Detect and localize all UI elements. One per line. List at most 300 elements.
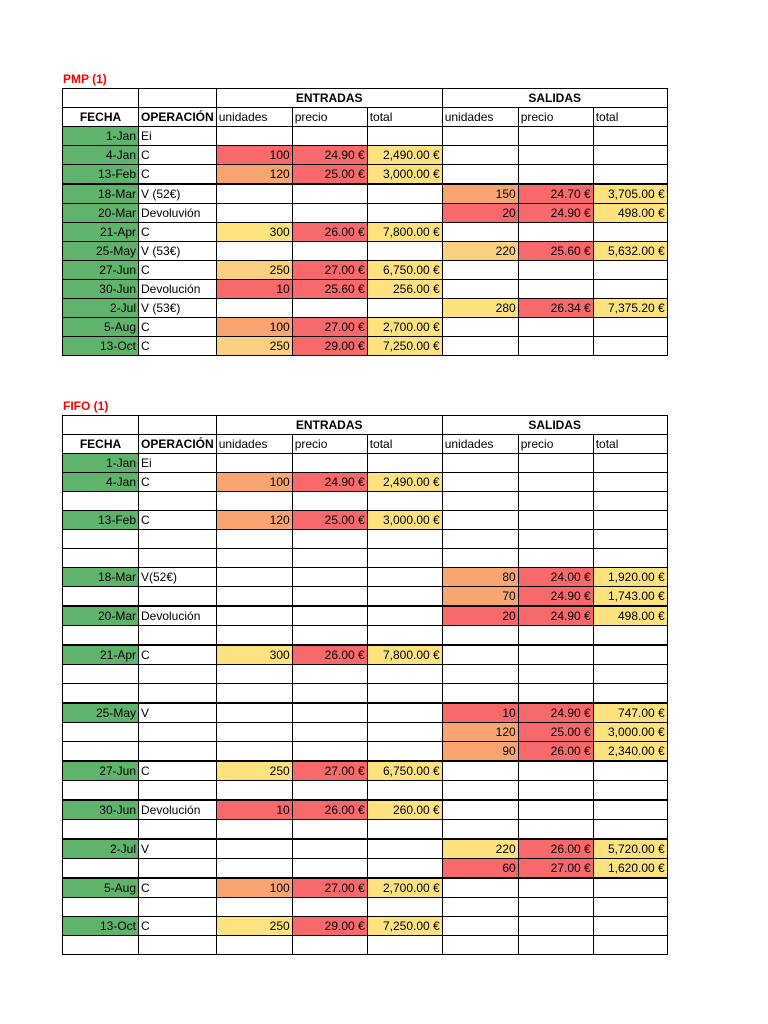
entradas-unidades-cell: 100 — [216, 878, 292, 898]
fifo-group-header-row — [63, 416, 668, 435]
table-row — [63, 492, 668, 511]
salidas-precio-cell: 24.70 € — [518, 184, 593, 204]
table-row — [63, 878, 668, 898]
date-cell: 21-Apr — [63, 223, 139, 242]
entradas-precio-cell: 26.00 € — [292, 800, 367, 820]
entradas-total-cell: 2,490.00 € — [367, 473, 442, 492]
operation-cell: V — [139, 703, 217, 723]
salidas-total-cell — [593, 530, 667, 549]
table-row — [63, 337, 668, 356]
entradas-unidades-cell: 100 — [216, 473, 292, 492]
salidas-precio-cell — [518, 684, 593, 704]
salidas-precio-cell — [518, 261, 593, 280]
salidas-total-cell: 498.00 € — [593, 204, 667, 223]
entradas-precio-cell: 26.00 € — [292, 645, 367, 665]
salidas-precio-cell — [518, 645, 593, 665]
salidas-precio-cell: 24.90 € — [518, 204, 593, 223]
salidas-unidades-cell: 120 — [442, 723, 518, 742]
entradas-precio-cell: 27.00 € — [292, 761, 367, 781]
entradas-total-cell — [367, 898, 442, 917]
entradas-unidades-cell — [216, 568, 292, 587]
table-row — [63, 473, 668, 492]
entradas-unidades-cell — [216, 839, 292, 859]
entradas-unidades-cell: 300 — [216, 645, 292, 665]
salidas-precio-cell — [518, 878, 593, 898]
table-row — [63, 511, 668, 530]
operation-cell: C — [139, 645, 217, 665]
salidas-precio-cell — [518, 530, 593, 549]
entradas-total-cell — [367, 723, 442, 742]
salidas-total-cell — [593, 261, 667, 280]
table-row — [63, 127, 668, 146]
entradas-total-cell — [367, 820, 442, 840]
salidas-total-cell — [593, 318, 667, 337]
entradas-precio-cell — [292, 549, 367, 568]
operation-cell: C — [139, 146, 217, 165]
date-cell — [63, 936, 139, 955]
salidas-precio-cell — [518, 318, 593, 337]
entradas-precio-cell: 25.60 € — [292, 280, 367, 299]
salidas-unidades-cell — [442, 337, 518, 356]
salidas-unidades-cell: 20 — [442, 204, 518, 223]
salidas-total-cell — [593, 626, 667, 646]
operation-cell — [139, 859, 217, 879]
entradas-total-cell: 3,000.00 € — [367, 165, 442, 185]
salidas-precio-cell — [518, 337, 593, 356]
date-cell: 18-Mar — [63, 568, 139, 587]
salidas-total-cell — [593, 280, 667, 299]
operation-cell — [139, 898, 217, 917]
entradas-total-cell — [367, 626, 442, 646]
salidas-total-cell — [593, 878, 667, 898]
operation-cell: C — [139, 337, 217, 356]
salidas-precio-cell — [518, 665, 593, 684]
date-cell: 1-Jan — [63, 127, 139, 146]
table-row — [63, 204, 668, 223]
entradas-unidades-cell — [216, 742, 292, 762]
operation-cell: C — [139, 917, 217, 936]
date-cell: 21-Apr — [63, 645, 139, 665]
entradas-precio-cell — [292, 454, 367, 473]
pmp-group-header-row — [63, 89, 668, 108]
salidas-unidades-cell: 70 — [442, 587, 518, 607]
entradas-total-cell: 6,750.00 € — [367, 261, 442, 280]
fifo-title: FIFO (1) — [63, 399, 109, 413]
salidas-total-cell: 2,340.00 € — [593, 742, 667, 762]
entradas-unidades-cell — [216, 626, 292, 646]
salidas-precio-cell — [518, 820, 593, 840]
entradas-precio-cell — [292, 898, 367, 917]
date-cell: 20-Mar — [63, 606, 139, 626]
operation-cell — [139, 665, 217, 684]
operation-cell: Ei — [139, 127, 217, 146]
entradas-total-cell: 2,490.00 € — [367, 146, 442, 165]
entradas-precio-cell: 29.00 € — [292, 337, 367, 356]
date-cell: 13-Feb — [63, 511, 139, 530]
date-cell: 1-Jan — [63, 454, 139, 473]
salidas-total-cell — [593, 665, 667, 684]
entradas-unidades-cell — [216, 549, 292, 568]
entradas-precio-cell — [292, 184, 367, 204]
entradas-total-cell: 6,750.00 € — [367, 761, 442, 781]
date-cell: 18-Mar — [63, 184, 139, 204]
entradas-unidades-cell: 10 — [216, 280, 292, 299]
salidas-total-cell — [593, 337, 667, 356]
salidas-total-cell — [593, 684, 667, 704]
salidas-total-cell — [593, 800, 667, 820]
date-cell — [63, 665, 139, 684]
salidas-total-cell — [593, 645, 667, 665]
table-row — [63, 820, 668, 840]
entradas-unidades-cell — [216, 781, 292, 801]
salidas-unidades-cell — [442, 492, 518, 511]
entradas-unidades-cell — [216, 898, 292, 917]
salidas-unidades-cell — [442, 898, 518, 917]
salidas-precio-cell — [518, 936, 593, 955]
salidas-unidades-cell — [442, 820, 518, 840]
salidas-unidades-cell — [442, 917, 518, 936]
pmp-entradas-unidades-header: unidades — [216, 108, 292, 127]
fifo-salidas-total-header: total — [593, 435, 667, 454]
date-cell — [63, 742, 139, 762]
table-row — [63, 606, 668, 626]
salidas-total-cell — [593, 454, 667, 473]
entradas-unidades-cell: 100 — [216, 146, 292, 165]
pmp-entradas-total-header: total — [367, 108, 442, 127]
date-cell: 13-Oct — [63, 337, 139, 356]
fifo-fecha-header: FECHA — [63, 435, 139, 454]
operation-cell: Devolución — [139, 606, 217, 626]
entradas-precio-cell — [292, 723, 367, 742]
operation-cell — [139, 492, 217, 511]
entradas-unidades-cell — [216, 530, 292, 549]
table-row — [63, 898, 668, 917]
salidas-precio-cell: 24.00 € — [518, 568, 593, 587]
entradas-unidades-cell — [216, 587, 292, 607]
table-row — [63, 165, 668, 185]
salidas-total-cell: 1,920.00 € — [593, 568, 667, 587]
operation-cell: C — [139, 761, 217, 781]
entradas-precio-cell — [292, 703, 367, 723]
fifo-salidas-precio-header: precio — [518, 435, 593, 454]
entradas-precio-cell — [292, 626, 367, 646]
entradas-total-cell — [367, 568, 442, 587]
salidas-total-cell: 1,743.00 € — [593, 587, 667, 607]
table-row — [63, 917, 668, 936]
salidas-total-cell — [593, 127, 667, 146]
pmp-salidas-total-header: total — [593, 108, 667, 127]
salidas-precio-cell — [518, 917, 593, 936]
entradas-unidades-cell — [216, 723, 292, 742]
entradas-total-cell: 260.00 € — [367, 800, 442, 820]
entradas-total-cell: 7,250.00 € — [367, 337, 442, 356]
salidas-precio-cell: 27.00 € — [518, 859, 593, 879]
salidas-precio-cell — [518, 473, 593, 492]
salidas-precio-cell — [518, 511, 593, 530]
operation-cell: Ei — [139, 454, 217, 473]
operation-cell — [139, 549, 217, 568]
table-row — [63, 184, 668, 204]
date-cell — [63, 820, 139, 840]
table-row — [63, 568, 668, 587]
salidas-unidades-cell — [442, 530, 518, 549]
entradas-total-cell — [367, 684, 442, 704]
operation-cell: V(52€) — [139, 568, 217, 587]
fifo-entradas-precio-header: precio — [292, 435, 367, 454]
pmp-operacion-header: OPERACIÓN — [139, 108, 217, 127]
salidas-unidades-cell: 80 — [442, 568, 518, 587]
entradas-total-cell — [367, 530, 442, 549]
entradas-unidades-cell — [216, 299, 292, 318]
salidas-unidades-cell — [442, 473, 518, 492]
fifo-entradas-total-header: total — [367, 435, 442, 454]
operation-cell — [139, 723, 217, 742]
date-cell: 2-Jul — [63, 299, 139, 318]
date-cell: 13-Feb — [63, 165, 139, 185]
entradas-unidades-cell: 300 — [216, 223, 292, 242]
salidas-precio-cell: 24.90 € — [518, 703, 593, 723]
salidas-total-cell — [593, 223, 667, 242]
salidas-precio-cell — [518, 165, 593, 185]
date-cell: 13-Oct — [63, 917, 139, 936]
date-cell: 5-Aug — [63, 878, 139, 898]
entradas-total-cell: 3,000.00 € — [367, 511, 442, 530]
salidas-total-cell — [593, 549, 667, 568]
table-row — [63, 454, 668, 473]
table-row — [63, 936, 668, 955]
salidas-unidades-cell: 60 — [442, 859, 518, 879]
table-row — [63, 530, 668, 549]
date-cell — [63, 587, 139, 607]
salidas-unidades-cell — [442, 626, 518, 646]
date-cell — [63, 859, 139, 879]
date-cell: 27-Jun — [63, 261, 139, 280]
table-row — [63, 261, 668, 280]
table-row — [63, 223, 668, 242]
date-cell — [63, 723, 139, 742]
salidas-unidades-cell — [442, 761, 518, 781]
salidas-precio-cell — [518, 146, 593, 165]
salidas-total-cell — [593, 165, 667, 185]
salidas-unidades-cell — [442, 781, 518, 801]
salidas-precio-cell: 26.34 € — [518, 299, 593, 318]
table-row — [63, 299, 668, 318]
salidas-precio-cell: 25.00 € — [518, 723, 593, 742]
salidas-unidades-cell: 20 — [442, 606, 518, 626]
entradas-total-cell — [367, 127, 442, 146]
salidas-precio-cell — [518, 223, 593, 242]
table-row — [63, 839, 668, 859]
salidas-unidades-cell — [442, 800, 518, 820]
fifo-salidas-header: SALIDAS — [442, 416, 667, 435]
table-row — [63, 280, 668, 299]
pmp-salidas-precio-header: precio — [518, 108, 593, 127]
salidas-total-cell: 3,705.00 € — [593, 184, 667, 204]
table-row — [63, 549, 668, 568]
fifo-salidas-unidades-header: unidades — [442, 435, 518, 454]
entradas-unidades-cell: 250 — [216, 917, 292, 936]
date-cell: 25-May — [63, 242, 139, 261]
date-cell: 25-May — [63, 703, 139, 723]
date-cell — [63, 626, 139, 646]
operation-cell — [139, 587, 217, 607]
entradas-precio-cell: 27.00 € — [292, 261, 367, 280]
entradas-total-cell — [367, 742, 442, 762]
date-cell — [63, 530, 139, 549]
table-row — [63, 800, 668, 820]
date-cell — [63, 549, 139, 568]
salidas-precio-cell — [518, 898, 593, 917]
salidas-total-cell — [593, 936, 667, 955]
date-cell: 30-Jun — [63, 280, 139, 299]
salidas-precio-cell — [518, 127, 593, 146]
salidas-unidades-cell — [442, 318, 518, 337]
entradas-precio-cell — [292, 299, 367, 318]
pmp-entradas-header: ENTRADAS — [216, 89, 442, 108]
salidas-unidades-cell — [442, 549, 518, 568]
entradas-precio-cell: 24.90 € — [292, 146, 367, 165]
salidas-total-cell — [593, 473, 667, 492]
table-row — [63, 587, 668, 607]
operation-cell — [139, 781, 217, 801]
pmp-salidas-unidades-header: unidades — [442, 108, 518, 127]
salidas-unidades-cell — [442, 146, 518, 165]
salidas-total-cell — [593, 898, 667, 917]
entradas-precio-cell — [292, 492, 367, 511]
salidas-precio-cell: 26.00 € — [518, 742, 593, 762]
entradas-total-cell — [367, 454, 442, 473]
entradas-precio-cell: 24.90 € — [292, 473, 367, 492]
entradas-total-cell — [367, 184, 442, 204]
entradas-unidades-cell: 120 — [216, 511, 292, 530]
date-cell: 4-Jan — [63, 146, 139, 165]
operation-cell: C — [139, 318, 217, 337]
fifo-entradas-header: ENTRADAS — [216, 416, 442, 435]
operation-cell: C — [139, 473, 217, 492]
salidas-unidades-cell — [442, 127, 518, 146]
pmp-title: PMP (1) — [63, 72, 107, 86]
salidas-unidades-cell — [442, 665, 518, 684]
salidas-precio-cell — [518, 781, 593, 801]
table-row — [63, 242, 668, 261]
salidas-unidades-cell — [442, 878, 518, 898]
operation-cell — [139, 742, 217, 762]
entradas-unidades-cell: 100 — [216, 318, 292, 337]
entradas-unidades-cell — [216, 665, 292, 684]
salidas-unidades-cell: 150 — [442, 184, 518, 204]
entradas-total-cell: 2,700.00 € — [367, 318, 442, 337]
entradas-total-cell: 7,800.00 € — [367, 645, 442, 665]
salidas-unidades-cell: 220 — [442, 242, 518, 261]
operation-cell: V (53€) — [139, 299, 217, 318]
salidas-precio-cell — [518, 492, 593, 511]
operation-cell — [139, 820, 217, 840]
entradas-total-cell — [367, 204, 442, 223]
entradas-precio-cell — [292, 820, 367, 840]
entradas-unidades-cell — [216, 204, 292, 223]
entradas-total-cell — [367, 936, 442, 955]
entradas-unidades-cell: 250 — [216, 261, 292, 280]
fifo-entradas-unidades-header: unidades — [216, 435, 292, 454]
salidas-total-cell: 498.00 € — [593, 606, 667, 626]
entradas-total-cell: 2,700.00 € — [367, 878, 442, 898]
date-cell — [63, 898, 139, 917]
entradas-precio-cell: 25.00 € — [292, 165, 367, 185]
salidas-unidades-cell — [442, 454, 518, 473]
fifo-column-header-row — [63, 435, 668, 454]
entradas-unidades-cell — [216, 127, 292, 146]
entradas-precio-cell: 26.00 € — [292, 223, 367, 242]
operation-cell — [139, 530, 217, 549]
entradas-precio-cell — [292, 859, 367, 879]
operation-cell: C — [139, 223, 217, 242]
pmp-table — [62, 88, 668, 356]
entradas-unidades-cell: 10 — [216, 800, 292, 820]
entradas-precio-cell: 29.00 € — [292, 917, 367, 936]
table-row — [63, 665, 668, 684]
date-cell: 5-Aug — [63, 318, 139, 337]
table-row — [63, 684, 668, 704]
entradas-total-cell: 7,250.00 € — [367, 917, 442, 936]
entradas-unidades-cell: 120 — [216, 165, 292, 185]
operation-cell: C — [139, 261, 217, 280]
table-row — [63, 703, 668, 723]
operation-cell: C — [139, 165, 217, 185]
table-row — [63, 859, 668, 879]
operation-cell: Devolución — [139, 800, 217, 820]
date-cell: 4-Jan — [63, 473, 139, 492]
salidas-precio-cell — [518, 549, 593, 568]
pmp-fecha-header: FECHA — [63, 108, 139, 127]
entradas-total-cell — [367, 242, 442, 261]
entradas-unidades-cell: 250 — [216, 761, 292, 781]
salidas-total-cell — [593, 146, 667, 165]
date-cell: 2-Jul — [63, 839, 139, 859]
pmp-salidas-header: SALIDAS — [442, 89, 667, 108]
entradas-unidades-cell — [216, 684, 292, 704]
salidas-precio-cell: 25.60 € — [518, 242, 593, 261]
pmp-entradas-precio-header: precio — [292, 108, 367, 127]
entradas-precio-cell: 27.00 € — [292, 318, 367, 337]
entradas-unidades-cell — [216, 703, 292, 723]
salidas-precio-cell: 24.90 € — [518, 587, 593, 607]
entradas-unidades-cell — [216, 606, 292, 626]
salidas-unidades-cell — [442, 223, 518, 242]
date-cell — [63, 684, 139, 704]
entradas-precio-cell — [292, 587, 367, 607]
salidas-total-cell: 7,375.20 € — [593, 299, 667, 318]
entradas-unidades-cell — [216, 936, 292, 955]
table-row — [63, 626, 668, 646]
entradas-precio-cell — [292, 781, 367, 801]
salidas-precio-cell — [518, 761, 593, 781]
date-cell: 20-Mar — [63, 204, 139, 223]
entradas-total-cell — [367, 299, 442, 318]
salidas-total-cell — [593, 917, 667, 936]
table-row — [63, 742, 668, 762]
entradas-precio-cell — [292, 742, 367, 762]
salidas-total-cell — [593, 511, 667, 530]
salidas-total-cell: 3,000.00 € — [593, 723, 667, 742]
entradas-unidades-cell — [216, 184, 292, 204]
operation-cell: Devoluvión — [139, 204, 217, 223]
salidas-unidades-cell — [442, 684, 518, 704]
entradas-precio-cell — [292, 606, 367, 626]
entradas-total-cell — [367, 781, 442, 801]
salidas-unidades-cell — [442, 936, 518, 955]
operation-cell: V (52€) — [139, 184, 217, 204]
entradas-total-cell — [367, 587, 442, 607]
